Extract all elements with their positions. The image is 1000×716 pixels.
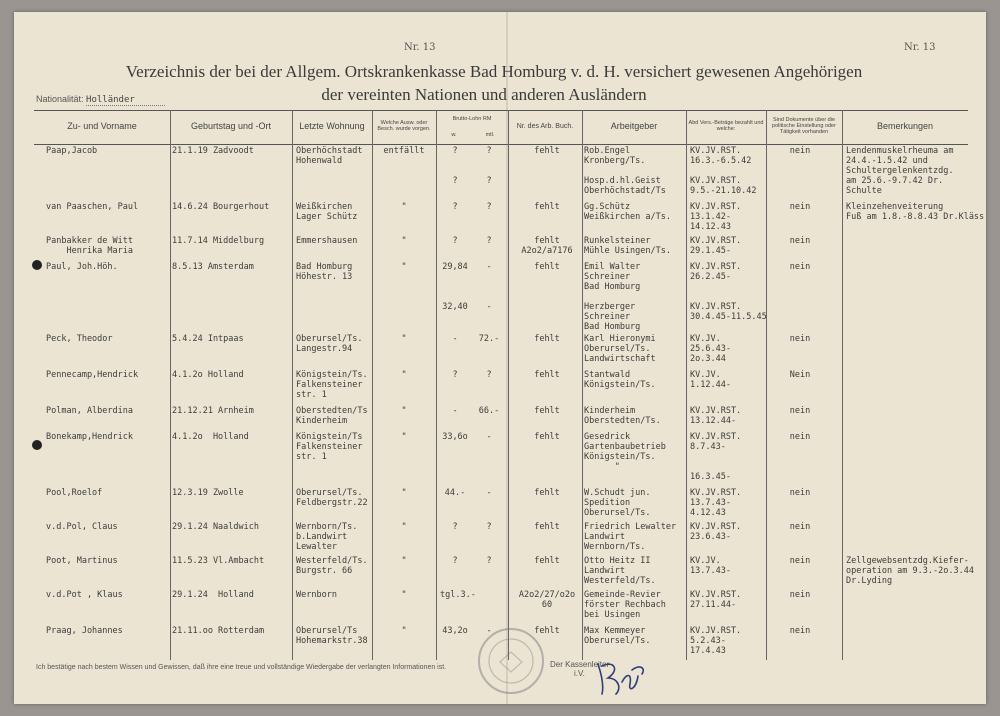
official-stamp <box>476 626 546 696</box>
header-brutto: Brutto-Lohn RM <box>452 116 492 123</box>
column-divider <box>582 110 583 660</box>
row-arb: fehlt <box>534 406 560 416</box>
row-brutto-w: ? <box>452 236 458 246</box>
row-welche: " <box>401 236 407 246</box>
row-residence: Wernborn <box>296 590 337 600</box>
punch-hole <box>32 260 42 270</box>
document-sheet <box>14 12 986 704</box>
header-kv: Abd Vers.-Beträge bezahlt und welche: <box>688 120 764 132</box>
row-documents: nein <box>789 590 811 600</box>
cashier-label: Der Kassenleiter <box>550 660 610 669</box>
document-title-line2: der vereinten Nationen und anderen Ausländern <box>321 85 647 104</box>
column-divider <box>170 110 171 660</box>
row-residence: Bad Homburg Höhestr. 13 <box>296 262 353 282</box>
header-name: Zu- und Vorname <box>67 121 137 132</box>
row-documents: nein <box>789 262 811 272</box>
row-remarks: Kleinzehenveiterung Fuß am 1.8.-8.8.43 Dr.Kläss <box>846 202 985 222</box>
column-divider <box>842 110 843 660</box>
row-documents: nein <box>789 406 811 416</box>
row-brutto-m: ? <box>486 202 492 212</box>
row-welche: " <box>401 432 407 442</box>
row-birth: 11.5.23 Vl.Ambacht <box>172 556 265 566</box>
table-top-rule <box>34 110 968 111</box>
row-name: v.d.Pot , Klaus <box>46 590 123 600</box>
row-brutto-w: - <box>452 406 458 416</box>
row-documents: nein <box>789 236 811 246</box>
row-brutto-m: - <box>486 432 492 442</box>
header-welche: Welche Ausw. oder Besch. wurde vorgen. <box>377 120 431 132</box>
row-welche: " <box>401 334 407 344</box>
row-birth: 5.4.24 Intpaas <box>172 334 244 344</box>
document-title-line1: Verzeichnis der bei der Allgem. Ortskrankenkasse Bad Homburg v. d. H. versichert gewesenen Angehörigen <box>125 62 863 81</box>
row-welche: " <box>401 626 407 636</box>
row-name: Peck, Theodor <box>46 334 113 344</box>
row-welche: entfällt <box>383 146 425 156</box>
row-brutto-m: ? ? <box>486 146 492 186</box>
column-divider <box>766 110 767 660</box>
row-remarks: Lendenmuskelrheuma am 24.4.-1.5.42 und Schultergelenkentzdg. am 25.6.-9.7.42 Dr. Schulte <box>846 146 954 196</box>
row-kv: KV.JV. 1.12.44- <box>690 370 731 390</box>
row-arb: fehlt <box>534 432 560 442</box>
row-employer: Runkelsteiner Mühle Usingen/Ts. <box>584 236 671 256</box>
row-employer: Gemeinde-Revier förster Rechbach bei Usingen <box>584 590 666 620</box>
row-brutto-w: ? ? <box>452 146 458 186</box>
row-name: v.d.Pol, Claus <box>46 522 118 532</box>
row-arb: fehlt <box>534 334 560 344</box>
row-kv: KV.JV.RST. 26.2.45- KV.JV.RST. 30.4.45-11.5.45 <box>690 262 767 322</box>
row-brutto-w: ? <box>452 202 458 212</box>
row-documents: nein <box>789 556 811 566</box>
row-name: Poot, Martinus <box>46 556 118 566</box>
row-birth: 29.1.24 Naaldwich <box>172 522 259 532</box>
header-residence: Letzte Wohnung <box>299 121 365 132</box>
row-residence: Oberstedten/Ts Kinderheim <box>296 406 368 426</box>
row-residence: Königstein/Ts Falkensteiner str. 1 <box>296 432 363 462</box>
row-name: Pool,Roelof <box>46 488 103 498</box>
row-documents: nein <box>789 626 811 636</box>
row-residence: Oberursel/Ts. Feldbergstr.22 <box>296 488 368 508</box>
row-employer: Friedrich Lewalter Landwirt Wernborn/Ts. <box>584 522 677 552</box>
row-brutto-w: ? <box>452 556 458 566</box>
row-kv: KV.JV.RST. 13.12.44- <box>690 406 742 426</box>
row-kv: KV.JV.RST. 5.2.43- 17.4.43 <box>690 626 742 656</box>
row-welche: " <box>401 488 407 498</box>
row-employer: Gesedrick Gartenbaubetrieb Königstein/Ts. " <box>584 432 666 472</box>
table-header-rule <box>34 144 968 145</box>
row-documents: nein <box>789 488 811 498</box>
row-brutto-w: tgl.3.- <box>440 590 476 600</box>
row-name: Pennecamp,Hendrick <box>46 370 139 380</box>
row-kv: KV.JV. 25.6.43- 2o.3.44 <box>690 334 731 364</box>
row-arb: fehlt A2o2/a7176 <box>521 236 573 256</box>
column-divider <box>372 110 373 660</box>
row-name: Praag, Johannes <box>46 626 123 636</box>
row-remarks: Zellgewebsentzdg.Kiefer- operation am 9.3.-2o.3.44 Dr.Lyding <box>846 556 974 586</box>
row-birth: 8.5.13 Amsterdam <box>172 262 254 272</box>
row-birth: 4.1.2o Holland <box>172 432 249 442</box>
header-brutto-m: mtl. <box>485 132 495 139</box>
header-brutto-w: w. <box>451 132 457 139</box>
row-welche: " <box>401 370 407 380</box>
column-divider <box>292 110 293 660</box>
row-name: Paap,Jacob <box>46 146 98 156</box>
row-birth: 29.1.24 Holland <box>172 590 254 600</box>
handwritten-signature <box>592 656 652 700</box>
row-arb: fehlt <box>534 262 560 272</box>
row-brutto-w: 33,6o <box>442 432 468 442</box>
row-employer: Max Kemmeyer Oberursel/Ts. <box>584 626 651 646</box>
row-birth: 14.6.24 Bourgerhout <box>172 202 270 212</box>
row-birth: 21.11.oo Rotterdam <box>172 626 265 636</box>
row-documents: Nein <box>789 370 811 380</box>
row-kv: KV.JV.RST. 8.7.43- 16.3.45- <box>690 432 742 482</box>
row-welche: " <box>401 590 407 600</box>
nationality-label: Nationalität: <box>36 94 84 104</box>
header-arb: Nr. des Arb. Buch. <box>516 123 574 131</box>
row-birth: 21.1.19 Zadvoodt <box>172 146 254 156</box>
register-table <box>34 110 985 660</box>
row-documents: nein <box>789 202 811 212</box>
header-remarks: Bemerkungen <box>876 121 934 132</box>
row-residence: Wernborn/Ts. b.Landwirt Lewalter <box>296 522 358 552</box>
punch-hole <box>32 440 42 450</box>
row-birth: 11.7.14 Middelburg <box>172 236 265 246</box>
header-doc: Sind Dokumente über die politische Einstellung oder Tätigkeit vorhanden <box>772 117 836 135</box>
row-kv: KV.JV.RST. 27.11.44- <box>690 590 742 610</box>
row-welche: " <box>401 202 407 212</box>
row-brutto-m: 72.- <box>478 334 500 344</box>
row-birth: 4.1.2o Holland <box>172 370 244 380</box>
row-brutto-m: - <box>486 488 492 498</box>
row-name: Bonekamp,Hendrick <box>46 432 133 442</box>
row-kv: KV.JV.RST. 13.1.42- 14.12.43 <box>690 202 742 232</box>
cashier-sub: i.V. <box>574 669 585 678</box>
row-employer: Gg.Schütz Weißkirchen a/Ts. <box>584 202 671 222</box>
row-name: Polman, Alberdina <box>46 406 133 416</box>
row-kv: KV.JV.RST. 16.3.-6.5.42 KV.JV.RST. 9.5.-21.10.42 <box>690 146 757 196</box>
row-employer: Karl Hieronymi Oberursel/Ts. Landwirtschaft <box>584 334 656 364</box>
row-residence: Oberhöchstadt Hohenwald <box>296 146 363 166</box>
row-employer: Rob.Engel Kronberg/Ts. Hosp.d.hl.Geist Oberhöchstadt/Ts <box>584 146 666 196</box>
row-employer: W.Schudt jun. Spedition Oberursel/Ts. <box>584 488 651 518</box>
row-brutto-m: ? <box>486 236 492 246</box>
row-brutto-w: ? <box>452 370 458 380</box>
row-welche: " <box>401 262 407 272</box>
header-birth: Geburtstag und -Ort <box>190 121 272 132</box>
row-arb: fehlt <box>534 522 560 532</box>
row-brutto-w: 43,2o <box>442 626 468 636</box>
row-kv: KV.JV.RST. 29.1.45- <box>690 236 742 256</box>
row-welche: " <box>401 556 407 566</box>
header-employer: Arbeitgeber <box>610 121 658 132</box>
row-welche: " <box>401 406 407 416</box>
row-name: Paul, Joh.Höh. <box>46 262 118 272</box>
row-residence: Emmershausen <box>296 236 358 246</box>
row-brutto-m: 66.- <box>478 406 500 416</box>
row-kv: KV.JV. 13.7.43- <box>690 556 731 576</box>
column-divider <box>686 110 687 660</box>
row-brutto-m: ? <box>486 556 492 566</box>
page-number-left: Nr. 13 <box>404 42 436 53</box>
row-documents: nein <box>789 522 811 532</box>
row-arb: fehlt <box>534 146 560 156</box>
row-employer: Kinderheim Oberstedten/Ts. <box>584 406 661 426</box>
nationality-value: Holländer <box>86 95 165 106</box>
row-brutto-w: ? <box>452 522 458 532</box>
row-documents: nein <box>789 432 811 442</box>
row-documents: nein <box>789 146 811 156</box>
row-brutto-w: 29,84 32,40 <box>442 262 468 312</box>
row-brutto-m: - <box>486 626 492 636</box>
row-brutto-m: ? <box>486 370 492 380</box>
row-residence: Oberursel/Ts. Langestr.94 <box>296 334 363 354</box>
row-residence: Königstein/Ts. Falkensteiner str. 1 <box>296 370 368 400</box>
row-arb: fehlt <box>534 370 560 380</box>
row-employer: Emil Walter Schreiner Bad Homburg Herzberger Schreiner Bad Homburg <box>584 262 641 332</box>
row-employer: Otto Heitz II Landwirt Westerfeld/Ts. <box>584 556 656 586</box>
row-arb: fehlt <box>534 488 560 498</box>
row-documents: nein <box>789 334 811 344</box>
row-residence: Oberursel/Ts Hohemarkstr.38 <box>296 626 368 646</box>
nationality-line <box>36 94 165 105</box>
row-residence: Westerfeld/Ts. Burgstr. 66 <box>296 556 368 576</box>
row-brutto-w: 44.- <box>444 488 466 498</box>
row-birth: 21.12.21 Arnheim <box>172 406 254 416</box>
row-name: van Paaschen, Paul <box>46 202 139 212</box>
row-welche: " <box>401 522 407 532</box>
page-number-right: Nr. 13 <box>904 42 936 53</box>
row-residence: Weißkirchen Lager Schütz <box>296 202 358 222</box>
row-brutto-w: - <box>452 334 458 344</box>
row-birth: 12.3.19 Zwolle <box>172 488 244 498</box>
row-brutto-m: - - <box>486 262 492 312</box>
column-divider <box>436 110 437 660</box>
row-arb: A2o2/27/o2o 60 <box>518 590 576 610</box>
row-arb: fehlt <box>534 626 560 636</box>
column-divider <box>508 110 509 660</box>
row-arb: fehlt <box>534 202 560 212</box>
row-brutto-m: ? <box>486 522 492 532</box>
certification-text: Ich bestätige nach bestem Wissen und Gewissen, daß ihre eine treue und vollständige Wiedergabe der verlangten Informationen ist. <box>36 664 447 671</box>
row-name: Panbakker de Witt Henrika Maria <box>46 236 133 256</box>
row-kv: KV.JV.RST. 13.7.43- 4.12.43 <box>690 488 742 518</box>
row-kv: KV.JV.RST. 23.6.43- <box>690 522 742 542</box>
row-employer: Stantwald Königstein/Ts. <box>584 370 656 390</box>
row-arb: fehlt <box>534 556 560 566</box>
